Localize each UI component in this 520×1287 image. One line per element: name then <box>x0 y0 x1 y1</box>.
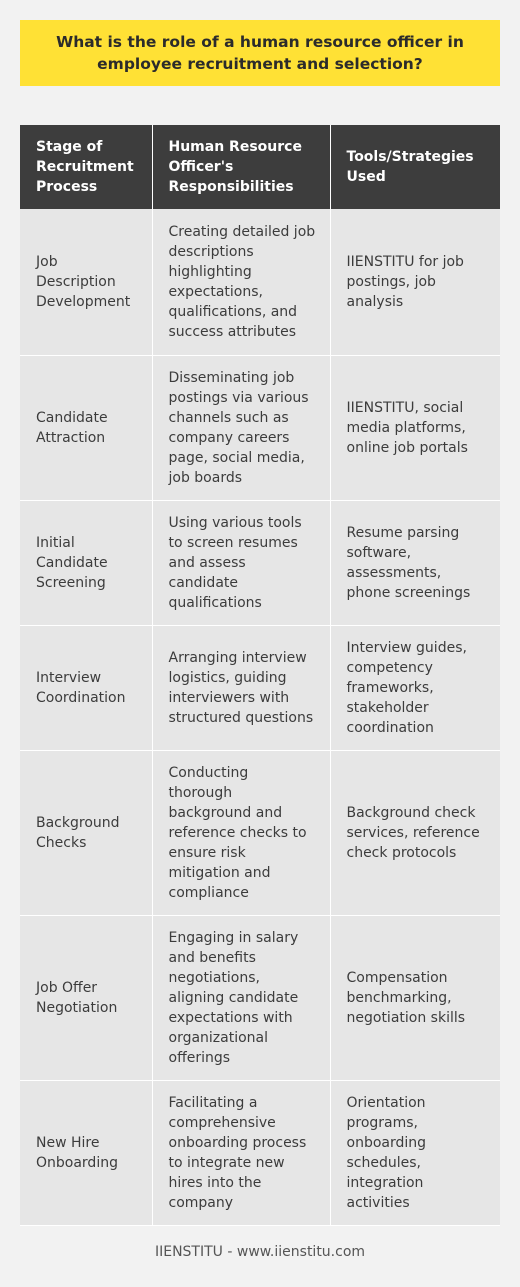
tools-cell: Interview guides, competency frameworks, stakeholder coordination <box>330 625 500 750</box>
title-banner <box>20 20 500 86</box>
recruitment-table <box>20 125 500 1226</box>
table-row <box>20 500 500 625</box>
table-header-row <box>20 125 500 209</box>
header-tools: Tools/Strategies Used <box>330 125 500 209</box>
responsibilities-cell: Creating detailed job descriptions highlighting expectations, qualifications, and success attributes <box>152 209 330 355</box>
header-responsibilities: Human Resource Officer's Responsibilities <box>152 125 330 209</box>
stage-cell: Job Offer Negotiation <box>20 915 152 1080</box>
table-row <box>20 625 500 750</box>
tools-cell: Orientation programs, onboarding schedules, integration activities <box>330 1080 500 1225</box>
responsibilities-cell: Disseminating job postings via various channels such as company careers page, social media, job boards <box>152 355 330 500</box>
stage-cell: Background Checks <box>20 750 152 915</box>
table-row <box>20 1080 500 1225</box>
footer-credit: IIENSTITU - www.iienstitu.com <box>154 1244 366 1260</box>
tools-cell: IIENSTITU for job postings, job analysis <box>330 209 500 355</box>
tools-cell: Resume parsing software, assessments, phone screenings <box>330 500 500 625</box>
stage-cell: Job Description Development <box>20 209 152 355</box>
page-title: What is the role of a human resource officer in employee recruitment and selection? <box>56 33 464 73</box>
stage-cell: Initial Candidate Screening <box>20 500 152 625</box>
header-stage: Stage of Recruitment Process <box>20 125 152 209</box>
table-row <box>20 209 500 355</box>
responsibilities-cell: Using various tools to screen resumes and assess candidate qualifications <box>152 500 330 625</box>
stage-cell: Candidate Attraction <box>20 355 152 500</box>
tools-cell: IIENSTITU, social media platforms, online job portals <box>330 355 500 500</box>
tools-cell: Compensation benchmarking, negotiation skills <box>330 915 500 1080</box>
responsibilities-cell: Arranging interview logistics, guiding interviewers with structured questions <box>152 625 330 750</box>
responsibilities-cell: Conducting thorough background and reference checks to ensure risk mitigation and compliance <box>152 750 330 915</box>
table-row <box>20 750 500 915</box>
stage-cell: Interview Coordination <box>20 625 152 750</box>
stage-cell: New Hire Onboarding <box>20 1080 152 1225</box>
tools-cell: Background check services, reference check protocols <box>330 750 500 915</box>
table-row <box>20 915 500 1080</box>
table-row <box>20 355 500 500</box>
responsibilities-cell: Facilitating a comprehensive onboarding process to integrate new hires into the company <box>152 1080 330 1225</box>
responsibilities-cell: Engaging in salary and benefits negotiations, aligning candidate expectations with organizational offerings <box>152 915 330 1080</box>
